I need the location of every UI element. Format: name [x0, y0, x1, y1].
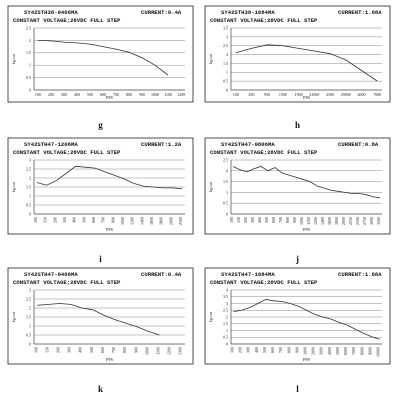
x-tick-label: 1000: [151, 92, 160, 97]
y-tick-label: 2: [226, 51, 228, 57]
x-axis-label: PPS: [106, 95, 113, 100]
x-tick-label: 100: [232, 92, 239, 97]
y-tick-label: 1: [226, 69, 228, 75]
chart-title-current: CURRENT:0.8A: [338, 141, 379, 148]
chart-title-model: SY42STH47-0406MA: [24, 271, 78, 278]
x-tick-label: 4000: [357, 92, 366, 97]
y-tick-label: 1: [29, 62, 31, 68]
x-tick-label: 600: [99, 347, 105, 353]
x-tick-label: 2500: [326, 92, 335, 97]
x-tick-label: 450: [248, 92, 255, 97]
x-tick-label: 3000: [318, 347, 324, 355]
panel-label: h: [294, 120, 301, 130]
x-tick-label: 100: [229, 347, 235, 353]
chart-title-voltage: CONSTANT VOLTAGE;28VDC FULL STEP: [210, 17, 318, 24]
y-tick-label: 2.5: [223, 157, 228, 163]
chart-title-current: CURRENT:1.2A: [141, 141, 182, 148]
panel-label: g: [98, 120, 103, 130]
y-tick-label: 0.5: [223, 334, 228, 340]
x-tick-label: 700: [113, 92, 120, 97]
x-tick-label: 1200: [312, 217, 318, 225]
x-tick-label: 300: [245, 347, 251, 353]
x-tick-label: 600: [271, 217, 277, 223]
y-tick-label: 1.5: [26, 50, 31, 56]
x-tick-label: 3000: [368, 217, 374, 225]
panel-label: j: [296, 254, 299, 264]
x-tick-label: 800: [285, 217, 291, 223]
x-tick-label: 700: [100, 217, 106, 223]
y-tick-label: 3: [29, 157, 31, 163]
x-tick-label: 300: [250, 217, 256, 224]
y-tick-label: 2.5: [223, 307, 228, 313]
x-tick-label: 800: [286, 347, 292, 353]
y-axis-label: kg.cm: [208, 311, 213, 323]
x-tick-label: 500: [261, 347, 267, 353]
x-tick-label: 900: [133, 347, 139, 353]
x-tick-label: 10000: [375, 347, 381, 357]
y-tick-label: 0.5: [26, 75, 31, 80]
y-tick-label: 1: [226, 327, 228, 333]
x-tick-label: 400: [257, 217, 263, 223]
x-tick-label: 1000: [120, 217, 126, 225]
chart-panel-k: [8, 268, 193, 394]
x-tick-label: 2000: [310, 347, 316, 355]
y-tick-label: 1: [29, 193, 31, 199]
x-tick-label: 150: [42, 217, 48, 223]
x-tick-label: 2250: [347, 217, 353, 225]
y-tick-label: 0.5: [26, 202, 31, 208]
chart-panel-j: [205, 138, 390, 264]
y-tick-label: 1.5: [223, 60, 228, 66]
y-tick-label: 3: [29, 287, 31, 293]
chart-panel-i: [8, 138, 193, 264]
y-tick-label: 0: [226, 341, 228, 347]
x-tick-label: 400: [253, 347, 259, 353]
x-axis-label: PPS: [303, 357, 310, 362]
x-tick-label: 200: [243, 217, 249, 223]
x-tick-label: 300: [60, 92, 67, 97]
chart-title-model: SY42STH47-1206MA: [24, 141, 78, 148]
x-tick-label: 7000: [373, 92, 382, 97]
x-tick-label: 2000: [340, 217, 346, 225]
y-tick-label: 0: [226, 87, 228, 93]
x-tick-label: 100: [32, 217, 38, 223]
x-tick-label: 1100: [155, 347, 161, 355]
chart-title-current: CURRENT:1.68A: [338, 271, 382, 278]
x-tick-label: 700: [278, 347, 284, 353]
x-tick-label: 2750: [361, 217, 367, 225]
x-tick-label: 5000: [334, 347, 340, 355]
x-tick-label: 1500: [278, 92, 287, 97]
y-tick-label: 0: [29, 87, 31, 93]
x-tick-label: 300: [66, 347, 72, 353]
y-tick-label: 3.5: [223, 25, 228, 31]
y-tick-label: 2.5: [26, 296, 31, 302]
y-axis-label: kg.cm: [11, 181, 16, 193]
x-tick-label: 800: [126, 92, 133, 97]
x-tick-label: 2500: [178, 217, 184, 225]
panel-label: l: [296, 384, 299, 394]
x-tick-label: 400: [71, 217, 77, 223]
chart-title-voltage: CONSTANT VOLTAGE;28VDC FULL STEP: [13, 279, 121, 286]
x-tick-label: 1400: [139, 217, 145, 225]
chart-title-voltage: CONSTANT VOLTAGE;28VDC FULL STEP: [210, 149, 318, 156]
y-tick-label: 1: [29, 323, 31, 329]
x-tick-label: 1600: [326, 217, 332, 225]
x-tick-label: 500: [264, 217, 270, 223]
y-tick-label: 0: [226, 211, 228, 217]
x-tick-label: 200: [47, 92, 54, 97]
x-tick-label: 1000: [299, 217, 305, 225]
x-tick-label: 500: [88, 347, 94, 353]
y-tick-label: 2: [29, 175, 31, 181]
x-tick-label: 700: [111, 347, 117, 353]
y-tick-label: 1.5: [26, 184, 31, 190]
x-tick-label: 1300: [177, 347, 183, 355]
x-tick-label: 200: [52, 217, 58, 223]
y-tick-label: 1: [226, 189, 228, 195]
y-axis-label: kg.cm: [11, 311, 16, 323]
x-tick-label: 1000: [302, 347, 308, 355]
chart-title-voltage: CONSTANT VOLTAGE;28VDC FULL STEP: [13, 17, 121, 24]
x-tick-label: 400: [73, 92, 80, 97]
y-tick-label: 3.5: [223, 294, 228, 300]
y-tick-label: 0: [29, 211, 31, 217]
y-tick-label: 0.5: [223, 78, 228, 84]
x-tick-label: 1200: [166, 347, 172, 355]
chart-title-voltage: CONSTANT VOLTAGE;28VDC FULL STEP: [13, 149, 121, 156]
x-tick-label: 2500: [354, 217, 360, 225]
y-tick-label: 0.5: [26, 332, 31, 338]
chart-panel-l: [205, 268, 390, 394]
x-tick-label: 1200: [177, 92, 186, 97]
x-axis-label: PPS: [303, 227, 310, 232]
x-tick-label: 600: [99, 92, 106, 97]
x-tick-label: 600: [90, 217, 96, 223]
x-tick-label: 100: [229, 217, 235, 223]
x-tick-label: 4000: [326, 347, 332, 355]
chart-title-model: SY42STH47-1684MA: [221, 271, 275, 278]
y-tick-label: 2.5: [26, 25, 31, 31]
x-tick-label: 7000: [351, 347, 357, 355]
x-tick-label: 500: [86, 92, 93, 97]
chart-title-current: CURRENT:1.68A: [338, 9, 382, 16]
panel-label: k: [97, 384, 104, 394]
chart-title-current: CURRENT:0.4A: [141, 9, 182, 16]
x-tick-label: 6000: [343, 347, 349, 355]
x-tick-label: 3500: [375, 217, 381, 225]
x-tick-label: 21000: [309, 92, 320, 97]
chart-title-current: CURRENT:0.4A: [141, 271, 182, 278]
y-tick-label: 1.5: [223, 321, 228, 327]
x-tick-label: 600: [270, 347, 276, 353]
y-axis-label: kg.cm: [11, 53, 16, 65]
x-tick-label: 2000: [168, 217, 174, 225]
x-tick-label: 1000: [144, 347, 150, 355]
chart-panel-g: [8, 6, 193, 130]
y-axis-label: kg.cm: [208, 181, 213, 193]
x-tick-label: 200: [237, 347, 243, 353]
x-tick-label: 400: [77, 347, 83, 353]
y-tick-label: 2: [29, 305, 31, 311]
chart-title-model: SY42STH47-0806MA: [221, 141, 275, 148]
x-tick-label: 1800: [333, 217, 339, 225]
y-tick-label: 1.5: [223, 179, 228, 184]
x-tick-label: 150: [44, 347, 50, 353]
x-tick-label: 1200: [129, 217, 135, 225]
chart-title-model: SY42STH38-1684MA: [221, 9, 275, 16]
y-tick-label: 0: [29, 341, 31, 347]
x-tick-label: 900: [139, 92, 146, 97]
y-tick-label: 2.5: [26, 166, 31, 172]
x-tick-label: 500: [81, 217, 87, 223]
x-tick-label: 1400: [319, 217, 325, 225]
y-tick-label: 3: [226, 300, 228, 306]
y-tick-label: 2: [226, 314, 228, 320]
x-tick-label: 1100: [305, 217, 311, 225]
x-tick-label: 8000: [359, 347, 365, 355]
y-tick-label: 3: [226, 34, 228, 40]
x-axis-label: PPS: [106, 357, 113, 362]
x-tick-label: 1800: [158, 217, 164, 225]
y-tick-label: 0.5: [223, 200, 228, 206]
panel-label: i: [99, 254, 102, 264]
y-tick-label: 1.5: [26, 314, 31, 320]
x-tick-label: 900: [292, 217, 298, 223]
x-tick-label: 800: [110, 217, 116, 223]
y-tick-label: 2.5: [223, 43, 228, 49]
y-tick-label: 4: [226, 287, 228, 293]
x-tick-label: 1900: [294, 92, 303, 97]
x-axis-label: PPS: [106, 227, 113, 232]
x-tick-label: 9000: [367, 347, 373, 355]
y-tick-label: 2: [226, 168, 228, 174]
x-tick-label: 100: [34, 92, 41, 97]
chart-title-voltage: CONSTANT VOLTAGE;28VDC FULL STEP: [210, 279, 318, 286]
x-axis-label: PPS: [303, 95, 310, 100]
x-tick-label: 900: [294, 347, 300, 353]
x-tick-label: 150: [236, 217, 242, 223]
x-tick-label: 300: [61, 217, 67, 223]
x-tick-label: 950: [264, 92, 271, 97]
y-tick-label: 2: [29, 37, 31, 43]
x-tick-label: 1100: [164, 92, 173, 97]
x-tick-label: 200: [55, 347, 61, 353]
chart-title-model: SY42STH38-0406MA: [24, 9, 78, 16]
x-tick-label: 29000: [340, 92, 351, 97]
chart-panel-h: [205, 6, 390, 130]
y-axis-label: kg.cm: [208, 53, 213, 65]
x-tick-label: 100: [33, 347, 39, 353]
x-tick-label: 800: [122, 347, 128, 353]
x-tick-label: 700: [278, 217, 284, 223]
x-tick-label: 1600: [149, 217, 155, 225]
